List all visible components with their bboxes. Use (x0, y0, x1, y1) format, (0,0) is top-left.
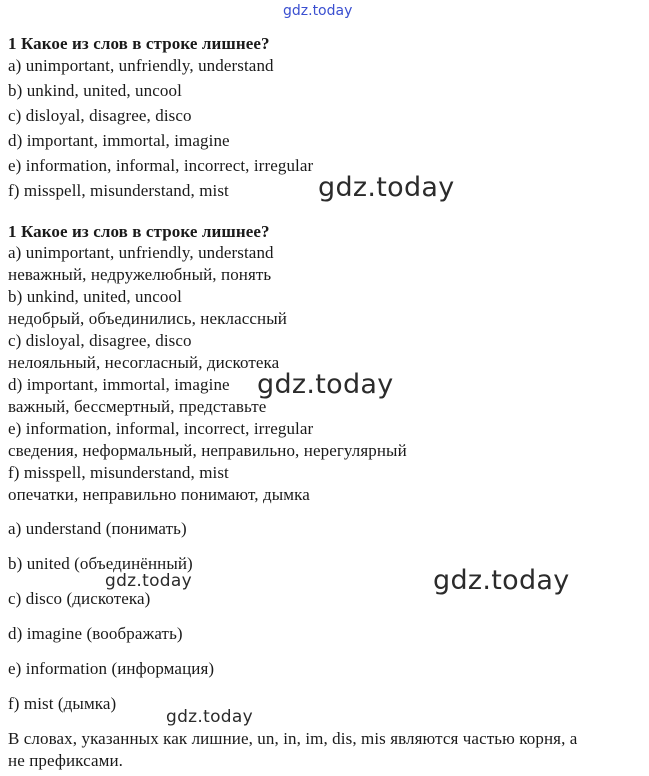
section1-item: a) unimportant, unfriendly, understand (8, 56, 274, 75)
section2-heading: 1 Какое из слов в строке лишнее? (8, 222, 270, 241)
conclusion-line: В словах, указанных как лишние, un, in, im, dis, mis являются частью корня, а (8, 729, 578, 748)
section2-line: нелояльный, несогласный, дискотека (8, 353, 280, 372)
section2-line: сведения, неформальный, неправильно, нерегулярный (8, 441, 407, 460)
watermark: gdz.today (283, 3, 353, 19)
section1-heading: 1 Какое из слов в строке лишнее? (8, 34, 270, 53)
section1-item: d) important, immortal, imagine (8, 131, 230, 150)
section2-line: d) important, immortal, imagine (8, 375, 230, 394)
watermark: gdz.today (433, 565, 570, 596)
answer-line: f) mist (дымка) (8, 694, 117, 713)
section2-line: неважный, недружелюбный, понять (8, 265, 272, 284)
section2-line: недобрый, объединились, неклассный (8, 309, 287, 328)
watermark: gdz.today (166, 707, 253, 727)
answer-line: d) imagine (воображать) (8, 624, 183, 643)
section2-line: c) disloyal, disagree, disco (8, 331, 192, 350)
section2-line: важный, бессмертный, представьте (8, 397, 267, 416)
watermark: gdz.today (318, 172, 455, 203)
answer-line: a) understand (понимать) (8, 519, 187, 538)
section2-line: a) unimportant, unfriendly, understand (8, 243, 274, 262)
section1-item: f) misspell, misunderstand, mist (8, 181, 229, 200)
answer-line: e) information (информация) (8, 659, 215, 678)
section1-item: b) unkind, united, uncool (8, 81, 182, 100)
answer-line: c) disco (дискотека) (8, 589, 151, 608)
section2-line: f) misspell, misunderstand, mist (8, 463, 229, 482)
section2-line: b) unkind, united, uncool (8, 287, 182, 306)
section2-line: опечатки, неправильно понимают, дымка (8, 485, 310, 504)
section2-line: e) information, informal, incorrect, irregular (8, 419, 314, 438)
watermark: gdz.today (257, 369, 394, 400)
section1-item: e) information, informal, incorrect, irregular (8, 156, 314, 175)
conclusion-line: не префиксами. (8, 751, 123, 770)
section1-item: c) disloyal, disagree, disco (8, 106, 192, 125)
watermark: gdz.today (105, 571, 192, 591)
answer-line: b) united (объединённый) (8, 554, 193, 573)
